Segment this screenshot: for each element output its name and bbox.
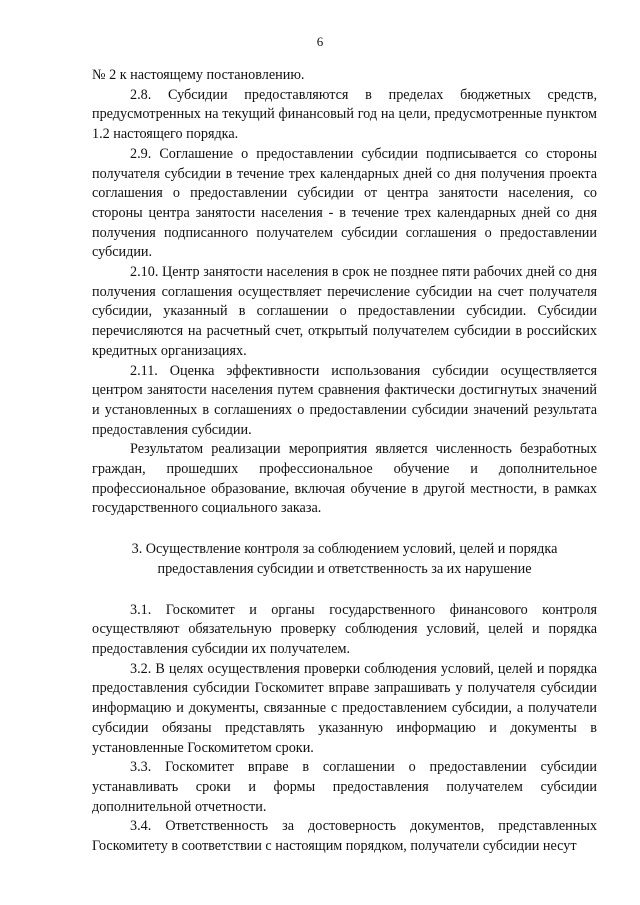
paragraph-3-2: 3.2. В целях осуществления проверки соблюдения условий, целей и порядка предоставления субсидии Госкомитет вправе запрашивать у получателя субсидии информацию и документы, связанные с предоставлением субсидии, а получатели субсидии обязаны представлять указанную информацию и документы в установленные Госкомитетом сроки. — [92, 660, 597, 756]
paragraph-continuation: № 2 к настоящему постановлению. — [92, 67, 305, 83]
paragraph-2-9: 2.9. Соглашение о предоставлении субсидии подписывается со стороны получателя субсидии в течение трех календарных дней со дня получения проекта соглашения о предоставлении субсидии от центра занятости населения, со стороны центра занятости населения - в течение трех календарных дней со дня получения подписанного получателем субсидии соглашения о предоставлении субсидии. — [92, 145, 597, 261]
section-3-heading-line-1: 3. Осуществление контроля за соблюдением условий, целей и порядка — [131, 541, 558, 558]
section-3-heading — [92, 540, 597, 579]
paragraph-3-1: 3.1. Госкомитет и органы государственного финансового контроля осуществляют обязательную проверку соблюдения условий, целей и порядка предоставления субсидии их получателем. — [92, 601, 597, 657]
section-3-heading-line-2: предоставления субсидии и ответственность за их нарушение — [157, 560, 532, 577]
paragraph-2-8: 2.8. Субсидии предоставляются в пределах бюджетных средств, предусмотренных на текущий финансовый год на цели, предусмотренные пунктом 1.2 настоящего порядка. — [92, 86, 597, 143]
paragraph-3-3: 3.3. Госкомитет вправе в соглашении о предоставлении субсидии устанавливать сроки и формы предоставления получателем субсидии дополнительной отчетности. — [92, 759, 597, 815]
paragraph-2-10: 2.10. Центр занятости населения в срок не позднее пяти рабочих дней со дня получения соглашения осуществляет перечисление субсидии на счет получателя субсидии, указанный в соглашении о предоставлении субсидии. Субсидии перечисляются на расчетный счет, открытый получателем субсидии в российских кредитных организациях. — [92, 264, 597, 359]
page-number: 6 — [316, 34, 324, 49]
paragraph-2-11: 2.11. Оценка эффективности использования субсидии осуществляется центром занятости населения путем сравнения фактически достигнутых значений и установленных в соглашениях о предоставлении субсидии значений результата предоставления субсидии. — [92, 362, 597, 438]
paragraph-3-4: 3.4. Ответственность за достоверность документов, представленных Госкомитету в соответствии с настоящим порядком, получатели субсидии несут — [92, 818, 597, 855]
document-body — [92, 66, 597, 857]
paragraph-result: Результатом реализации мероприятия является численность безработных граждан, прошедших профессиональное обучение и дополнительное профессиональное образование, включая обучение в другой местности, в рамках государственного социального заказа. — [92, 441, 597, 517]
